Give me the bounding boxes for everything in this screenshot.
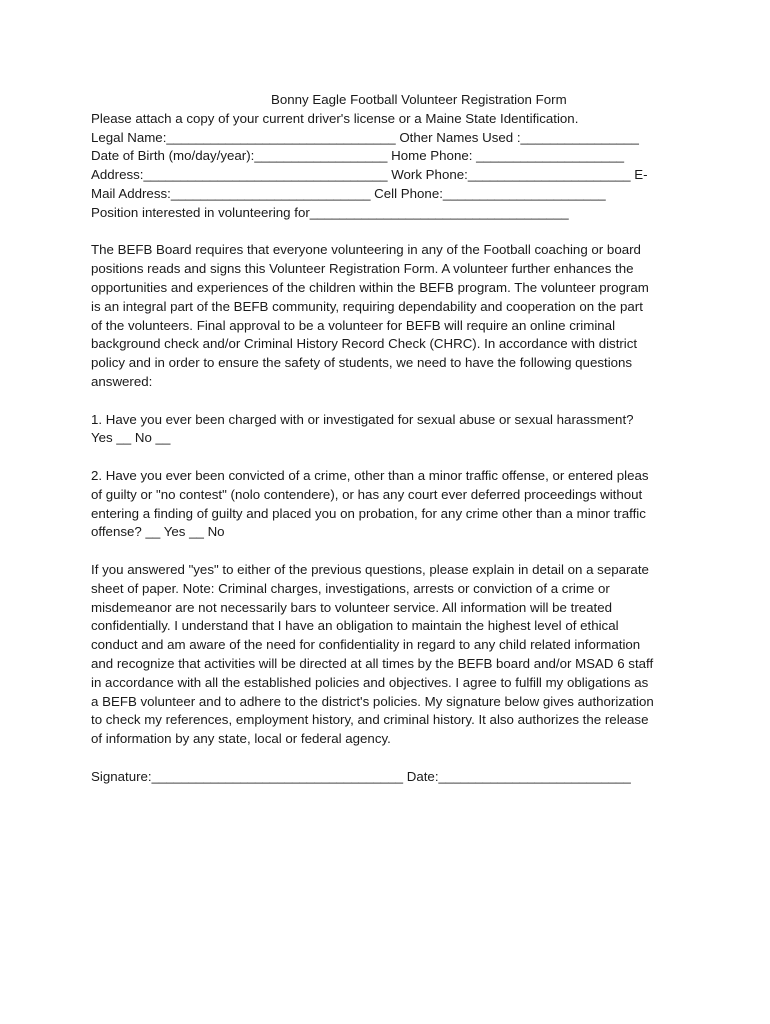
intro-paragraph <box>91 241 691 391</box>
email-field: Mail Address:___________________________ Cell Phone:______________________ <box>91 185 606 201</box>
registration-form <box>91 91 691 786</box>
paragraph-line: If you answered "yes" to either of the previous questions, please explain in detail on a separate <box>91 561 649 577</box>
question-1 <box>91 411 691 449</box>
paragraph-line: misdemeanor are not necessarily bars to volunteer service. All information will be treated <box>91 599 613 615</box>
paragraph-line: conduct and am aware of the need for confidentiality in regard to any child related information <box>91 637 641 653</box>
paragraph-line: positions reads and signs this Volunteer Registration Form. A volunteer further enhances the <box>91 261 634 277</box>
form-title: Bonny Eagle Football Volunteer Registration Form <box>271 92 567 107</box>
address-field: Address:_________________________________ Work Phone:______________________ E- <box>91 167 648 183</box>
question-text: entering a finding of guilty and placed you on probation, for any crime other than a minor traffic <box>91 505 646 521</box>
paragraph-line: policy and in order to ensure the safety of students, we need to have the following questions <box>91 355 633 371</box>
legal-name-field: Legal Name:_______________________________ Other Names Used :________________ <box>91 129 639 145</box>
signature-date-line: Signature:__________________________________ Date:__________________________ <box>91 768 631 784</box>
paragraph-line: is an integral part of the BEFB community, requiring dependability and cooperation on the part <box>91 298 643 314</box>
paragraph-line: confidentially. I understand that I have an obligation to maintain the highest level of ethical <box>91 618 619 634</box>
id-instruction: Please attach a copy of your current driver's license or a Maine State Identification. <box>91 110 579 126</box>
paragraph-line: opportunities and experiences of the children within the BEFB program. The volunteer program <box>91 279 649 295</box>
question-text: 1. Have you ever been charged with or investigated for sexual abuse or sexual harassment? <box>91 411 634 427</box>
paragraph-line: a BEFB volunteer and to adhere to the district's policies. My signature below gives authorization <box>91 693 654 709</box>
position-field: Position interested in volunteering for___________________________________ <box>91 204 569 220</box>
question-text: 2. Have you ever been convicted of a crime, other than a minor traffic offense, or entered pleas <box>91 467 649 483</box>
paragraph-line: sheet of paper. Note: Criminal charges, investigations, arrests or conviction of a crime or <box>91 580 610 596</box>
question-answer: offense? __ Yes __ No <box>91 524 225 540</box>
paragraph-line: of the volunteers. Final approval to be a volunteer for BEFB will require an online criminal <box>91 317 616 333</box>
explanation-paragraph <box>91 561 691 749</box>
paragraph-line: of information by any state, local or federal agency. <box>91 731 391 747</box>
paragraph-line: and recognize that activities will be directed at all times by the BEFB board and/or MSAD 6 staff <box>91 655 654 671</box>
birth-date-field: Date of Birth (mo/day/year):__________________ Home Phone: ____________________ <box>91 148 625 164</box>
paragraph-line: to check my references, employment history, and criminal history. It also authorizes the release <box>91 712 649 728</box>
form-header-fields <box>91 110 691 223</box>
paragraph-line: The BEFB Board requires that everyone volunteering in any of the Football coaching or board <box>91 242 641 258</box>
paragraph-line: answered: <box>91 373 153 389</box>
question-2 <box>91 467 691 542</box>
paragraph-line: in accordance with all the established policies and objectives. I agree to fulfill my obligations as <box>91 674 649 690</box>
question-answer: Yes __ No __ <box>91 430 171 446</box>
paragraph-line: background check and/or Criminal History Record Check (CHRC). In accordance with district <box>91 336 638 352</box>
question-text: of guilty or "no contest" (nolo contendere), or has any court ever deferred proceedings without <box>91 486 643 502</box>
